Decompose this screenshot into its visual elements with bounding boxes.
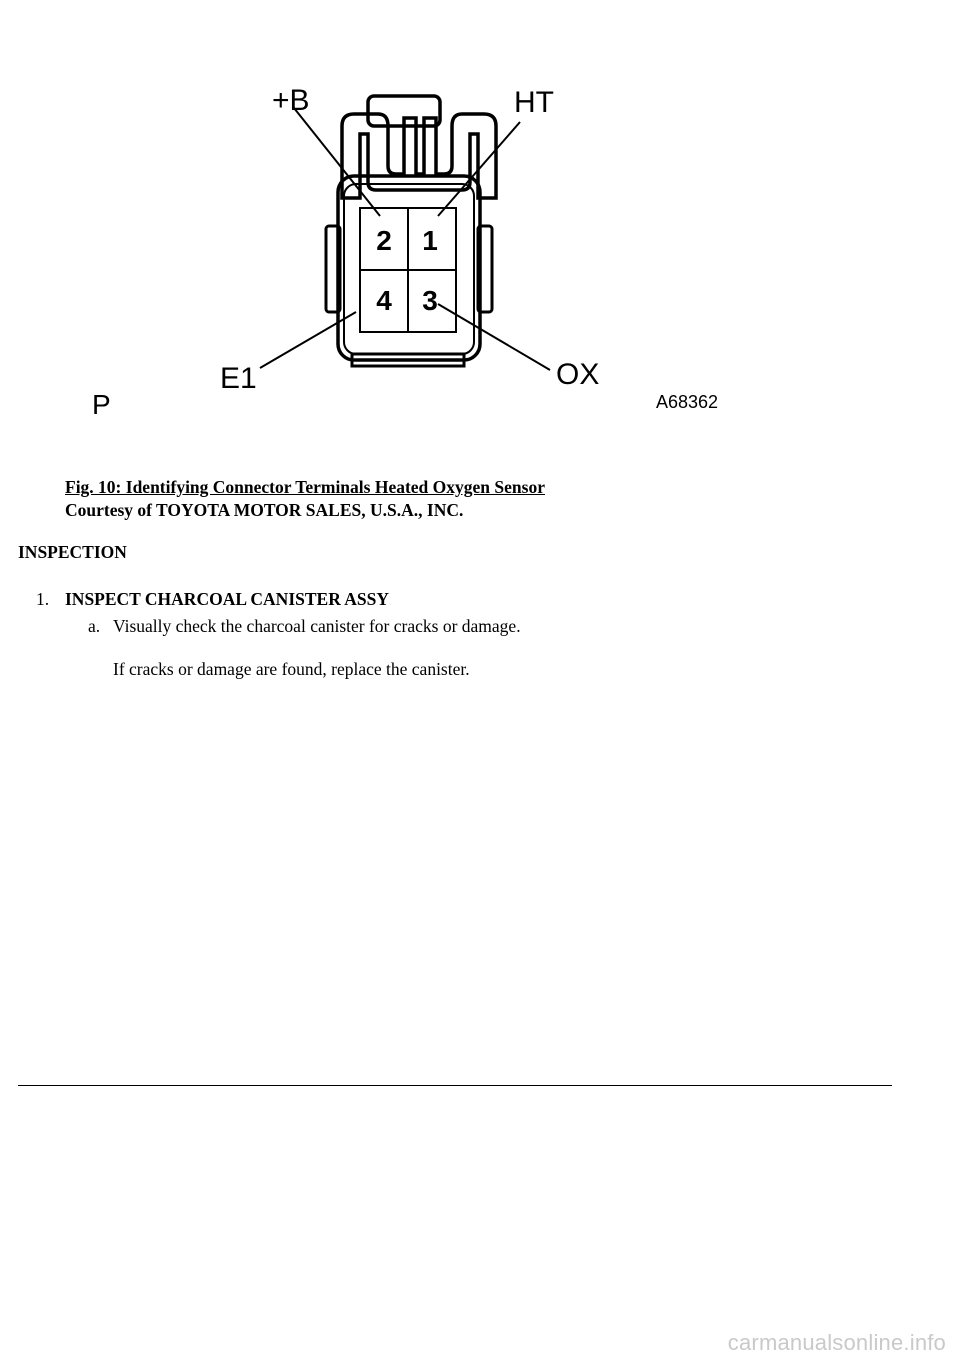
watermark: carmanualsonline.info bbox=[727, 1330, 946, 1355]
plus-b-label: +B bbox=[272, 84, 310, 117]
view-p-label: P bbox=[92, 389, 111, 420]
leader-e1 bbox=[260, 312, 356, 368]
connector-diagram-svg bbox=[80, 78, 740, 423]
ht-label: HT bbox=[514, 86, 554, 119]
figure-caption-title[interactable]: Fig. 10: Identifying Connector Terminals Heated Oxygen Sensor bbox=[65, 477, 545, 497]
figure-caption-credit: Courtesy of TOYOTA MOTOR SALES, U.S.A., INC. bbox=[65, 500, 464, 520]
substep-text: Visually check the charcoal canister for cracks or damage. bbox=[113, 616, 521, 636]
section-heading: INSPECTION bbox=[18, 542, 127, 562]
terminal-3-label: 3 bbox=[422, 285, 438, 316]
substep-note: If cracks or damage are found, replace the canister. bbox=[113, 659, 470, 679]
terminal-4-label: 4 bbox=[376, 285, 392, 316]
step-number: 1. bbox=[36, 589, 50, 609]
figure-ref-code: A68362 bbox=[656, 392, 719, 412]
connector-diagram bbox=[80, 78, 740, 423]
step-title: INSPECT CHARCOAL CANISTER ASSY bbox=[65, 589, 389, 609]
horizontal-rule bbox=[18, 1085, 892, 1086]
e1-label: E1 bbox=[220, 362, 257, 395]
ox-label: OX bbox=[556, 358, 600, 391]
terminal-2-label: 2 bbox=[376, 225, 392, 256]
substep-letter: a. bbox=[88, 616, 101, 636]
terminal-1-label: 1 bbox=[422, 225, 438, 256]
